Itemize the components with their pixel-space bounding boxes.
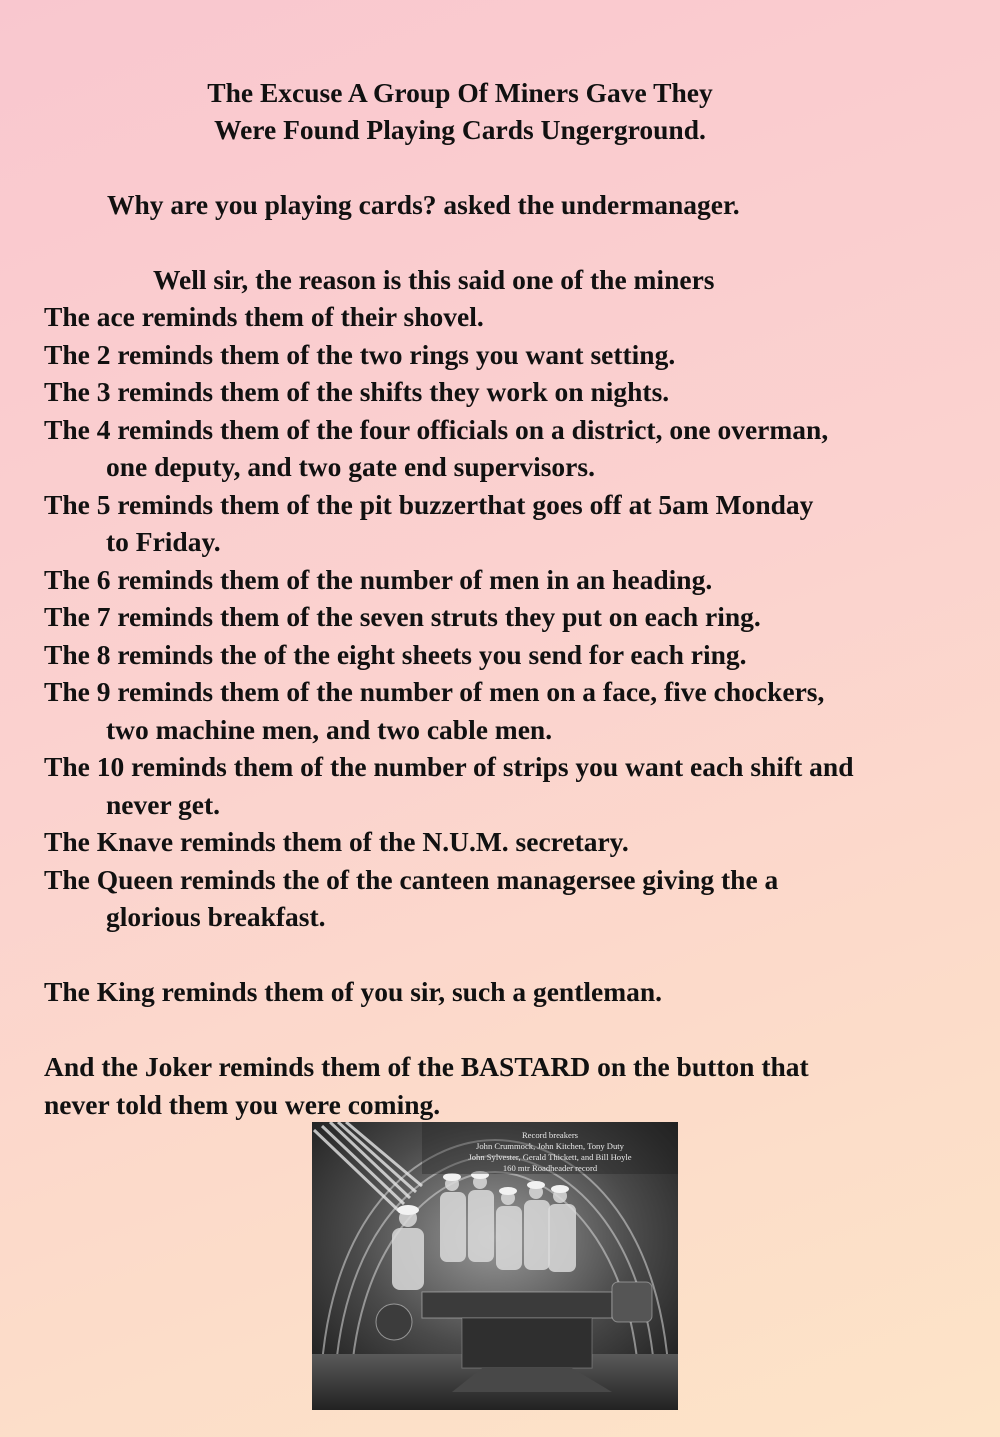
line-ten: The 10 reminds them of the number of strips you want each shift and — [44, 751, 854, 782]
title-line-2: Were Found Playing Cards Ungerground. — [214, 114, 706, 145]
question-text: Why are you playing cards? asked the undermanager. — [107, 189, 740, 220]
line-two: The 2 reminds them of the two rings you want setting. — [44, 339, 676, 370]
line-seven: The 7 reminds them of the seven struts they put on each ring. — [44, 601, 761, 632]
line-five-cont: to Friday. — [106, 526, 221, 557]
line-king: The King reminds them of you sir, such a gentleman. — [44, 976, 663, 1007]
miners-photo — [312, 1122, 678, 1410]
line-ten-cont: never get. — [106, 789, 221, 820]
title-line-1: The Excuse A Group Of Miners Gave They — [207, 77, 713, 108]
line-six: The 6 reminds them of the number of men in an heading. — [44, 564, 713, 595]
photo-caption-2: John Crummock, John Kitchen, Tony Duty — [476, 1141, 624, 1151]
line-ace: The ace reminds them of their shovel. — [44, 301, 484, 332]
line-three: The 3 reminds them of the shifts they work on nights. — [44, 376, 670, 407]
line-knave: The Knave reminds them of the N.U.M. secretary. — [44, 826, 629, 857]
line-five: The 5 reminds them of the pit buzzerthat goes off at 5am Monday — [44, 489, 814, 520]
line-four: The 4 reminds them of the four officials on a district, one overman, — [44, 414, 829, 445]
photo-caption-1: Record breakers — [521, 1130, 579, 1140]
line-joker-1: And the Joker reminds them of the BASTARD on the button that — [44, 1051, 809, 1082]
line-nine: The 9 reminds them of the number of men on a face, five chockers, — [44, 676, 825, 707]
line-four-cont: one deputy, and two gate end supervisors. — [106, 451, 595, 482]
line-nine-cont: two machine men, and two cable men. — [106, 714, 553, 745]
line-queen: The Queen reminds the of the canteen managersee giving the a — [44, 864, 779, 895]
line-eight: The 8 reminds the of the eight sheets you send for each ring. — [44, 639, 747, 670]
line-queen-cont: glorious breakfast. — [106, 901, 326, 932]
answer-intro: Well sir, the reason is this said one of the miners — [153, 264, 715, 295]
line-joker-2: never told them you were coming. — [44, 1089, 441, 1120]
photo-caption-4: 160 mtr Roadheader record — [502, 1163, 598, 1173]
photo-caption-3: John Sylvester, Gerald Thickett, and Bill Hoyle — [468, 1152, 632, 1162]
